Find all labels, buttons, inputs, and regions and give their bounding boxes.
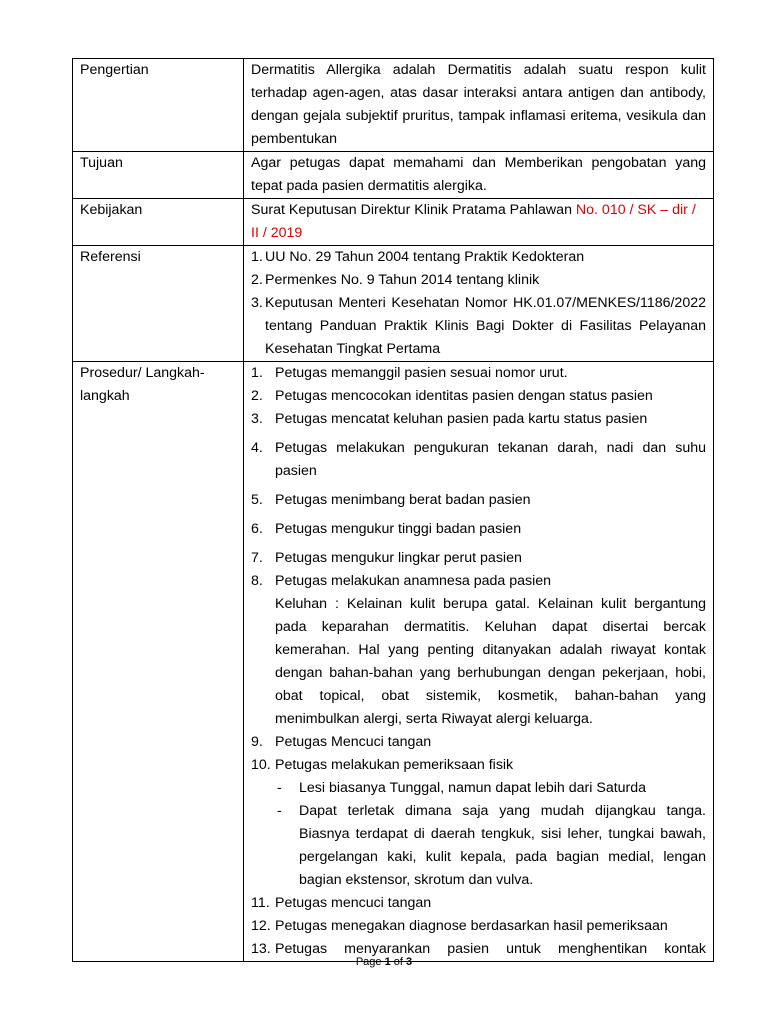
step-text: Petugas mencatat keluhan pasien pada kartu status pasien [275, 411, 648, 427]
label-tujuan: Tujuan [73, 152, 244, 199]
step-item [251, 547, 706, 570]
step-text: Petugas melakukan anamnesa pada pasien [275, 573, 552, 589]
list-text: Keputusan Menteri Kesehatan Nomor HK.01.07/MENKES/1186/2022 tentang Panduan Praktik Klinis Bagi Dokter di Fasilitas Pelayanan Kesehatan Tingkat Pertama [265, 295, 706, 357]
step-number: 12. [251, 918, 271, 934]
step-item [251, 892, 706, 915]
step-item [251, 915, 706, 938]
step-text: Petugas menyarankan pasien untuk menghentikan kontak [275, 941, 706, 957]
label-kebijakan: Kebijakan [73, 199, 244, 246]
step-number: 5. [251, 492, 263, 508]
bullet-dash: - [277, 780, 282, 796]
row-pengertian [73, 59, 714, 152]
bullet-item [275, 800, 706, 892]
list-item [251, 246, 706, 269]
cell-prosedur [244, 362, 714, 962]
list-text: UU No. 29 Tahun 2004 tentang Praktik Kedokteran [265, 249, 585, 265]
anamnesa-detail: Keluhan : Kelainan kulit berupa gatal. Kelainan kulit bergantung pada keparahan dermatitis. Keluhan dapat disertai bercak kemerahan. Hal yang penting ditanyakan adalah riwayat kontak dengan bahan-bahan yang berhubungan dengan pekerjaan, hobi, obat topical, obat sistemik, kosmetik, bahan-bahan yang menimbulkan alergi, serta Riwayat alergi keluarga. [275, 596, 706, 727]
step-text: Petugas mencuci tangan [275, 895, 432, 911]
row-kebijakan [73, 199, 714, 246]
label-prosedur: Prosedur/ Langkah-langkah [73, 362, 244, 962]
row-tujuan [73, 152, 714, 199]
text-pengertian: Dermatitis Allergika adalah Dermatitis adalah suatu respon kulit terhadap agen-agen, atas dasar interaksi antara antigen dan antibody, dengan gejala subjektif pruritus, tampak inflamasi eritema, vesikula dan pembentukan [244, 59, 714, 152]
step-text: Petugas melakukan pemeriksaan fisik [275, 757, 514, 773]
list-number: 3. [251, 295, 263, 311]
step-number: 2. [251, 388, 263, 404]
footer-of-word: of [390, 956, 407, 968]
cell-referensi [244, 246, 714, 362]
footer-page-current: 1 [384, 956, 391, 968]
list-text: Permenkes No. 9 Tahun 2014 tentang klinik [265, 272, 540, 288]
step-number: 13. [251, 941, 271, 957]
step-number: 6. [251, 521, 263, 537]
row-referensi [73, 246, 714, 362]
step-text: Petugas menegakan diagnose berdasarkan hasil pemeriksaan [275, 918, 668, 934]
prosedur-steps [251, 362, 706, 961]
step-text: Petugas Mencuci tangan [275, 734, 432, 750]
text-tujuan: Agar petugas dapat memahami dan Memberikan pengobatan yang tepat pada pasien dermatitis alergika. [244, 152, 714, 199]
list-number: 2. [251, 272, 263, 288]
step-text: Petugas melakukan pengukuran tekanan darah, nadi dan suhu pasien [275, 440, 706, 479]
step-item [251, 489, 706, 512]
kebijakan-number: No. 010 / SK – dir / II / 2019 [251, 202, 696, 241]
step-text: Petugas memanggil pasien sesuai nomor urut. [275, 365, 568, 381]
row-prosedur [73, 362, 714, 962]
label-pengertian: Pengertian [73, 59, 244, 152]
step-text: Petugas mencocokan identitas pasien dengan status pasien [275, 388, 653, 404]
cell-kebijakan [244, 199, 714, 246]
footer-page-word: Page [355, 956, 385, 968]
step-item [251, 570, 706, 731]
step-number: 7. [251, 550, 263, 566]
step-item [251, 408, 706, 431]
bullet-item [275, 777, 706, 800]
step-number: 8. [251, 573, 263, 589]
bullet-text: Lesi biasanya Tunggal, namun dapat lebih dari Saturda [299, 780, 647, 796]
step-text: Petugas mengukur lingkar perut pasien [275, 550, 522, 566]
step-item [251, 731, 706, 754]
text-kebijakan: Surat Keputusan Direktur Klinik Pratama Pahlawan [251, 202, 576, 218]
bullet-dash: - [277, 803, 282, 819]
step-text: Petugas menimbang berat badan pasien [275, 492, 531, 508]
step-text: Petugas mengukur tinggi badan pasien [275, 521, 522, 537]
step-item [251, 437, 706, 483]
bullet-text: Dapat terletak dimana saja yang mudah dijangkau tanga. Biasnya terdapat di daerah tengkuk, sisi leher, tungkai bawah, pergelangan kaki, kulit kepala, pada bagian medial, lengan bagian ekstensor, skrotum dan vulva. [299, 803, 706, 888]
step-number: 9. [251, 734, 263, 750]
referensi-list [251, 246, 706, 361]
step-number: 10. [251, 757, 271, 773]
pemeriksaan-bullets [275, 777, 706, 892]
step-item [251, 362, 706, 385]
sop-table [72, 58, 714, 962]
step-number: 1. [251, 365, 263, 381]
step-item [251, 754, 706, 892]
list-item [251, 292, 706, 361]
step-number: 4. [251, 440, 263, 456]
list-number: 1. [251, 249, 263, 265]
step-number: 3. [251, 411, 263, 427]
step-item [251, 385, 706, 408]
step-item [251, 518, 706, 541]
step-number: 11. [251, 895, 270, 911]
label-referensi: Referensi [73, 246, 244, 362]
footer-page-total: 3 [406, 956, 413, 968]
page-footer [0, 956, 768, 968]
list-item [251, 269, 706, 292]
